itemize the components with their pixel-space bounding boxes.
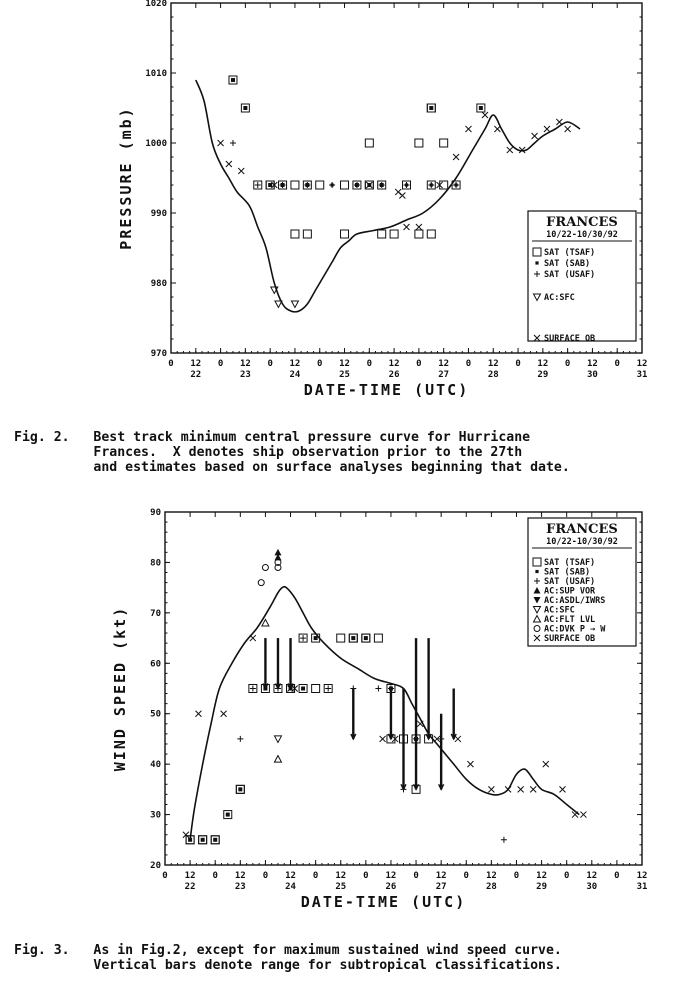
legend <box>528 211 636 344</box>
point-square <box>365 139 373 147</box>
point-square <box>374 634 382 642</box>
x-hour-label: 0 <box>513 871 520 881</box>
point-square <box>415 139 423 147</box>
point-square <box>291 181 299 189</box>
legend-label: SAT (USAF) <box>544 270 596 280</box>
point-x <box>250 635 256 641</box>
x-hour-label: 12 <box>385 871 397 881</box>
x-hour-label: 0 <box>465 359 472 369</box>
point-x <box>518 786 524 792</box>
point-square <box>341 230 349 238</box>
legend-label: AC:SFC <box>544 605 575 616</box>
fig3-caption-label: Fig. 3. <box>14 943 70 958</box>
point-plus <box>230 140 236 146</box>
point-boxdot-fill <box>231 78 235 82</box>
point-x <box>366 182 372 188</box>
point-square <box>440 139 448 147</box>
y-tick-label: 50 <box>150 709 161 720</box>
point-boxdot-fill <box>301 687 305 691</box>
x-hour-label: 12 <box>636 871 648 881</box>
point-x <box>560 786 566 792</box>
legend-marker-dot <box>535 261 538 264</box>
x-day-label: 24 <box>289 370 301 380</box>
legend-label: AC:ASDL/IWRS <box>544 596 606 606</box>
point-x <box>467 761 473 767</box>
x-day-label: 27 <box>435 882 447 892</box>
legend-title: FRANCES <box>546 215 618 230</box>
x-hour-label: 0 <box>563 871 570 881</box>
point-boxdot-fill <box>351 636 355 640</box>
x-hour-label: 0 <box>463 871 469 881</box>
point-x <box>238 168 244 174</box>
point-square <box>427 230 435 238</box>
y-tick-label: 1010 <box>145 69 167 79</box>
fig2-caption-text: Best track minimum central pressure curve for Hurricane Frances. X denotes ship observation prior to the 27th and estimates based on surface analyses beginning that date. <box>93 430 570 475</box>
x-hour-label: 0 <box>416 359 422 369</box>
x-day-label: 28 <box>487 370 499 380</box>
y-tick-label: 1000 <box>145 139 167 149</box>
point-plus <box>329 182 335 188</box>
x-hour-label: 0 <box>162 871 168 881</box>
point-square <box>316 181 324 189</box>
x-hour-label: 0 <box>262 871 269 881</box>
y-tick-label: 20 <box>150 861 161 871</box>
x-hour-label: 0 <box>363 871 369 881</box>
point-boxdot-fill <box>364 636 368 640</box>
point-x <box>482 112 488 118</box>
point-square <box>378 230 386 238</box>
x-day-label: 28 <box>485 882 497 892</box>
data-layer <box>196 76 580 312</box>
legend-label: SAT (TSAF) <box>544 248 596 258</box>
x-hour-label: 12 <box>388 359 400 369</box>
x-hour-label: 0 <box>217 359 224 369</box>
point-x <box>226 161 232 167</box>
point-tri-down <box>275 301 282 308</box>
point-plus <box>237 736 243 742</box>
x-day-label: 22 <box>190 370 202 380</box>
y-tick-label: 70 <box>150 608 161 619</box>
point-boxdot-fill <box>479 106 483 110</box>
point-plus <box>501 837 507 843</box>
point-square <box>415 230 423 238</box>
pressure-chart <box>0 0 695 400</box>
x-hour-label: 0 <box>317 359 323 369</box>
x-day-label: 23 <box>239 370 251 380</box>
point-boxdot-fill <box>268 183 272 187</box>
x-hour-label: 0 <box>168 359 174 369</box>
point-tri-up <box>262 619 269 626</box>
point-x <box>565 126 571 132</box>
point-x <box>556 119 562 125</box>
x-hour-label: 0 <box>267 359 273 369</box>
legend-label: SAT (USAF) <box>544 577 596 587</box>
point-x <box>455 736 461 742</box>
point-x <box>399 193 405 199</box>
x-hour-label: 12 <box>239 359 251 369</box>
x-hour-label: 0 <box>614 359 620 369</box>
point-boxdot-fill <box>226 813 230 817</box>
x-day-label: 30 <box>586 370 598 380</box>
fig2-caption-label: Fig. 2. <box>14 430 70 445</box>
x-day-label: 23 <box>234 882 246 892</box>
point-square <box>291 230 299 238</box>
legend-label: AC:SUP VOR <box>544 586 596 597</box>
fig3-caption <box>14 943 562 973</box>
point-square <box>440 181 448 189</box>
point-x <box>530 786 536 792</box>
point-plus <box>250 686 256 692</box>
x-day-label: 24 <box>285 882 296 892</box>
legend-label: AC:DVK P → W <box>544 624 606 635</box>
x-axis-label: DATE-TIME (UTC) <box>303 381 470 399</box>
point-tri-down <box>291 301 298 308</box>
point-x <box>416 224 422 230</box>
point-x <box>195 711 201 717</box>
x-hour-label: 12 <box>435 871 447 881</box>
point-square <box>390 230 398 238</box>
point-boxdot-fill <box>243 106 247 110</box>
point-tri-down <box>274 736 281 743</box>
point-boxdot-fill <box>380 183 384 187</box>
point-x <box>465 126 471 132</box>
point-plus <box>300 635 306 641</box>
x-day-label: 27 <box>438 370 450 380</box>
point-x <box>453 154 459 160</box>
x-day-label: 26 <box>388 370 400 380</box>
x-hour-label: 12 <box>487 359 499 369</box>
point-x <box>404 224 410 230</box>
y-axis-label: PRESSURE (mb) <box>117 106 135 250</box>
point-x <box>543 761 549 767</box>
legend-label: SAT (TSAF) <box>544 558 596 568</box>
x-hour-label: 0 <box>413 871 419 881</box>
point-square <box>337 634 345 642</box>
point-tri-up <box>274 756 281 763</box>
x-day-label: 30 <box>586 882 598 892</box>
point-boxdot-fill <box>213 838 217 842</box>
wind-speed-chart <box>0 480 695 911</box>
x-hour-label: 12 <box>339 359 350 369</box>
point-plus <box>453 182 459 188</box>
x-hour-label: 12 <box>234 871 246 881</box>
point-x <box>572 812 578 818</box>
x-hour-label: 12 <box>289 359 301 369</box>
y-tick-label: 90 <box>150 508 161 518</box>
point-square <box>341 181 349 189</box>
x-day-label: 31 <box>636 370 648 380</box>
data-layer <box>183 549 587 844</box>
legend-label: SURFACE OB <box>544 334 596 344</box>
x-day-label: 29 <box>537 370 549 380</box>
point-boxdot-fill <box>429 106 433 110</box>
y-tick-label: 970 <box>150 349 167 359</box>
fig3-caption-text: As in Fig.2, except for maximum sustained wind speed curve. Vertical bars denote range for subtropical classifications. <box>93 943 562 973</box>
y-tick-label: 990 <box>150 209 167 219</box>
legend-marker-dot <box>535 570 538 573</box>
y-tick-label: 1020 <box>145 0 167 9</box>
point-x <box>221 711 227 717</box>
point-plus <box>404 182 410 188</box>
point-circle <box>262 564 268 570</box>
x-hour-label: 12 <box>190 359 202 369</box>
x-hour-label: 12 <box>285 871 296 881</box>
legend-label: AC:SFC <box>544 293 575 303</box>
y-tick-label: 60 <box>150 659 161 670</box>
x-hour-label: 0 <box>212 871 218 881</box>
x-hour-label: 12 <box>335 871 347 881</box>
point-x <box>507 147 513 153</box>
point-boxdot-fill <box>201 838 205 842</box>
x-day-label: 25 <box>335 882 347 892</box>
x-day-label: 25 <box>339 370 350 380</box>
x-hour-label: 12 <box>586 359 598 369</box>
point-plus <box>255 182 261 188</box>
x-hour-label: 12 <box>184 871 196 881</box>
point-plus <box>428 182 434 188</box>
x-hour-label: 12 <box>438 359 450 369</box>
x-hour-label: 12 <box>537 359 549 369</box>
y-tick-label: 30 <box>150 810 161 821</box>
point-square <box>303 230 311 238</box>
point-boxdot-fill <box>188 838 192 842</box>
best-track-curve <box>196 80 580 312</box>
legend-title: FRANCES <box>546 522 618 537</box>
x-hour-label: 0 <box>366 359 373 369</box>
x-hour-label: 12 <box>536 871 548 881</box>
point-x <box>494 126 500 132</box>
point-boxdot-fill <box>238 787 242 791</box>
x-day-label: 26 <box>385 882 397 892</box>
y-tick-label: 80 <box>150 558 161 569</box>
x-day-label: 22 <box>184 882 196 892</box>
point-x <box>380 736 386 742</box>
x-hour-label: 0 <box>515 359 521 369</box>
point-x <box>544 126 550 132</box>
x-hour-label: 0 <box>312 871 319 881</box>
point-x <box>532 133 538 139</box>
x-day-label: 29 <box>536 882 548 892</box>
point-boxdot-fill <box>281 183 285 187</box>
point-x <box>580 812 586 818</box>
best-track-curve <box>190 587 579 840</box>
point-x <box>488 786 494 792</box>
point-square <box>312 685 320 693</box>
y-tick-label: 980 <box>150 279 167 289</box>
point-boxdot-fill <box>355 183 359 187</box>
point-x <box>218 140 224 146</box>
x-hour-label: 12 <box>485 871 497 881</box>
x-hour-label: 12 <box>636 359 648 369</box>
x-day-label: 31 <box>636 882 648 892</box>
y-axis-label: WIND SPEED (kt) <box>111 605 129 772</box>
legend-label: SAT (SAB) <box>544 567 591 578</box>
legend-subtitle: 10/22-10/30/92 <box>546 230 618 240</box>
x-axis-label: DATE-TIME (UTC) <box>300 893 467 911</box>
x-hour-label: 12 <box>586 871 598 881</box>
point-circle <box>258 580 264 586</box>
point-x <box>505 786 511 792</box>
legend-subtitle: 10/22-10/30/92 <box>546 537 618 547</box>
y-tick-label: 40 <box>150 760 161 771</box>
legend-label: SAT (SAB) <box>544 259 591 269</box>
point-plus <box>375 686 381 692</box>
point-plus <box>325 686 331 692</box>
point-boxdot-fill <box>314 636 318 640</box>
legend-label: AC:FLT LVL <box>544 615 596 625</box>
point-boxdot-fill <box>305 183 309 187</box>
legend <box>528 518 636 646</box>
x-hour-label: 0 <box>614 871 620 881</box>
fig2-caption <box>14 430 570 475</box>
legend-label: SURFACE OB <box>544 634 596 644</box>
x-hour-label: 0 <box>564 359 571 369</box>
